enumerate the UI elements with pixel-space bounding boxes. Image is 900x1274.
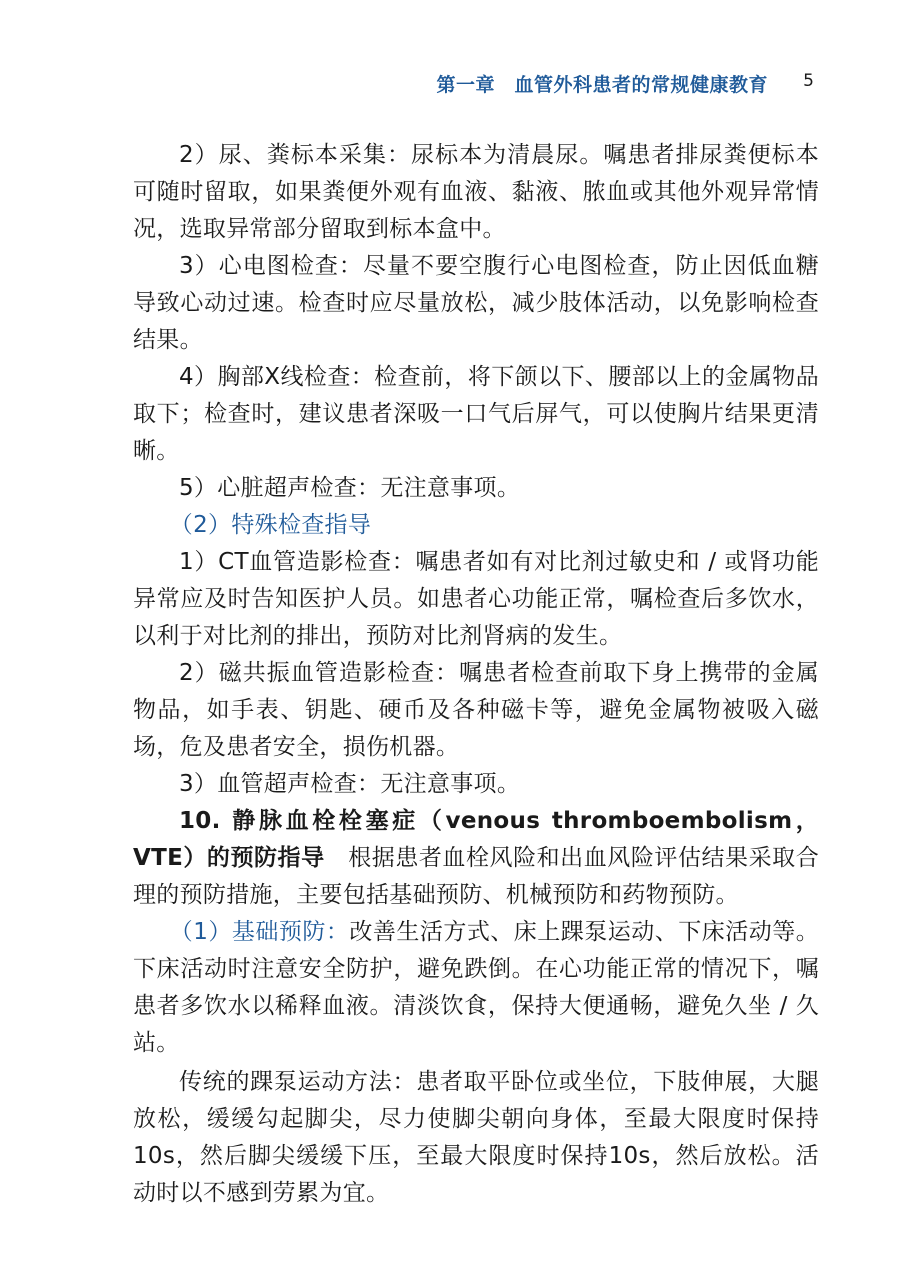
vte-text: 根据患者血栓风险和出血风险评估结果采取合理的预防措施，主要包括基础预防、机械预防和药物预防。: [133, 845, 819, 908]
paragraph-vte-prevention: [133, 803, 819, 914]
paragraph-basic-prevention: [133, 914, 819, 1062]
running-header: [0, 70, 900, 100]
paragraph-ankle-pump: 传统的踝泵运动方法：患者取平卧位或坐位，下肢伸展，大腿放松，缓缓勾起脚尖，尽力使脚尖朝向身体，至最大限度时保持10s，然后脚尖缓缓下压，至最大限度时保持10s，然后放松。活动时以不感到劳累为宜。: [133, 1069, 819, 1206]
paragraph-chest-xray: 4）胸部X线检查：检查前，将下颌以下、腰部以上的金属物品取下；检查时，建议患者深吸一口气后屏气，可以使胸片结果更清晰。: [133, 364, 819, 464]
page-number: 5: [803, 71, 814, 91]
basic-prevention-label: （1）基础预防：: [169, 919, 350, 945]
paragraph-echocardiography: 5）心脏超声检查：无注意事项。: [179, 475, 521, 501]
basic-prevention-text: 改善生活方式、床上踝泵运动、下床活动等。下床活动时注意安全防护，避免跌倒。在心功能正常的情况下，嘱患者多饮水以稀释血液。清淡饮食，保持大便通畅，避免久坐 / 久站。: [133, 919, 819, 1056]
paragraph-urine-stool-sample: 2）尿、粪标本采集：尿标本为清晨尿。嘱患者排尿粪便标本可随时留取，如果粪便外观有血液、黏液、脓血或其他外观异常情况，选取异常部分留取到标本盒中。: [133, 142, 819, 242]
body-text: [133, 137, 819, 1212]
paragraph-ct-angiography: 1）CT血管造影检查：嘱患者如有对比剂过敏史和 / 或肾功能异常应及时告知医护人员。如患者心功能正常，嘱检查后多饮水，以利于对比剂的排出，预防对比剂肾病的发生。: [133, 549, 819, 649]
paragraph-mr-angiography: 2）磁共振血管造影检查：嘱患者检查前取下身上携带的金属物品，如手表、钥匙、硬币及各种磁卡等，避免金属物被吸入磁场，危及患者安全，损伤机器。: [133, 660, 819, 760]
subheading-special-exam: （2）特殊检查指导: [169, 512, 372, 538]
paragraph-ecg: 3）心电图检查：尽量不要空腹行心电图检查，防止因低血糖导致心动过速。检查时应尽量放松，减少肢体活动，以免影响检查结果。: [133, 253, 819, 353]
paragraph-vascular-ultrasound: 3）血管超声检查：无注意事项。: [179, 771, 521, 797]
chapter-title: 第一章 血管外科患者的常规健康教育: [436, 74, 768, 96]
vte-heading: 10. 静脉血栓栓塞症（venous thromboembolism，VTE）的预防指导: [133, 808, 819, 871]
